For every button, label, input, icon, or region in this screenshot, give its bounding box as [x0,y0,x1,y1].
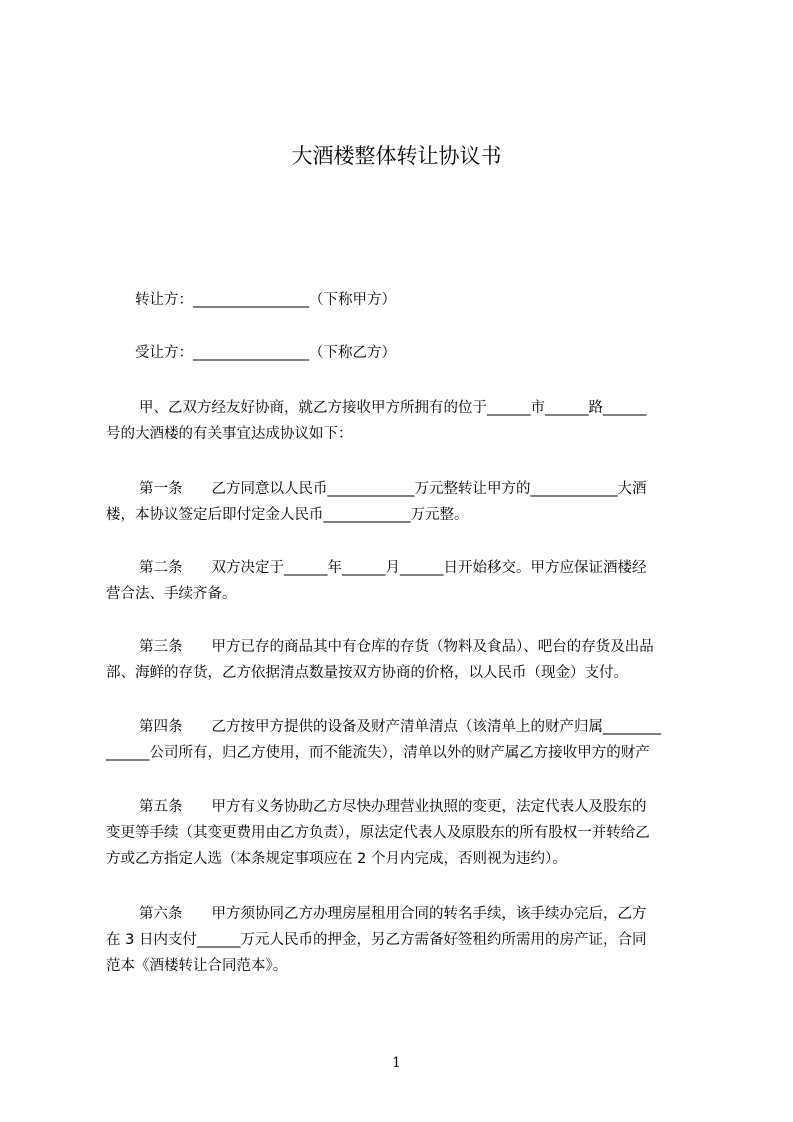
article-1-line: 楼，本协议签定后即付定金人民币____________万元整。 [106,507,469,523]
transferor-line: 转让方：________________（下称甲方） [135,292,396,308]
article-2-line: 第二条 双方决定于______年______月______日开始移交。甲方应保证酒楼经 [139,560,647,576]
article-6-line: 范本《酒楼转让合同范本》。 [106,958,288,974]
transferee-line: 受让方：________________（下称乙方） [135,345,396,361]
article-5-line: 变更等手续（其变更费用由乙方负责），原法定代表人及原股东的所有股权一并转给乙 [106,825,650,841]
intro-paragraph-line: 甲、乙双方经友好协商，就乙方接收甲方所拥有的位于______市______路______ [139,400,647,416]
document-title: 大酒楼整体转让协议书 [291,144,502,168]
article-5-line: 第五条 甲方有义务协助乙方尽快办理营业执照的变更，法定代表人及股东的 [139,799,647,815]
article-4-line: ______公司所有，归乙方使用，而不能流失），清单以外的财产属乙方接收甲方的财产 [106,745,650,761]
page-number: 1 [392,1055,401,1071]
article-2-line: 营合法、手续齐备。 [106,586,237,602]
article-1-line: 第一条 乙方同意以人民币____________万元整转让甲方的____________大酒 [139,481,647,497]
article-6-line: 第六条 甲方须协同乙方办理房屋租用合同的转名手续，该手续办完后，乙方 [139,906,647,922]
article-3-line: 部、海鲜的存货，乙方依据清点数量按双方协商的价格，以人民币（现金）支付。 [106,665,628,681]
article-6-line: 在 3 日内支付______万元人民币的押金，另乙方需备好签租约所需用的房产证，合同 [106,932,647,948]
article-4-line: 第四条 乙方按甲方提供的设备及财产清单清点（该清单上的财产归属________ [139,719,661,735]
article-5-line: 方或乙方指定人选（本条规定事项应在 2 个月内完成，否则视为违约）。 [106,851,567,867]
article-3-line: 第三条 甲方已存的商品其中有仓库的存货（物料及食品）、吧台的存货及出品 [139,639,654,655]
intro-paragraph-line: 号的大酒楼的有关事宜达成协议如下： [106,426,353,442]
